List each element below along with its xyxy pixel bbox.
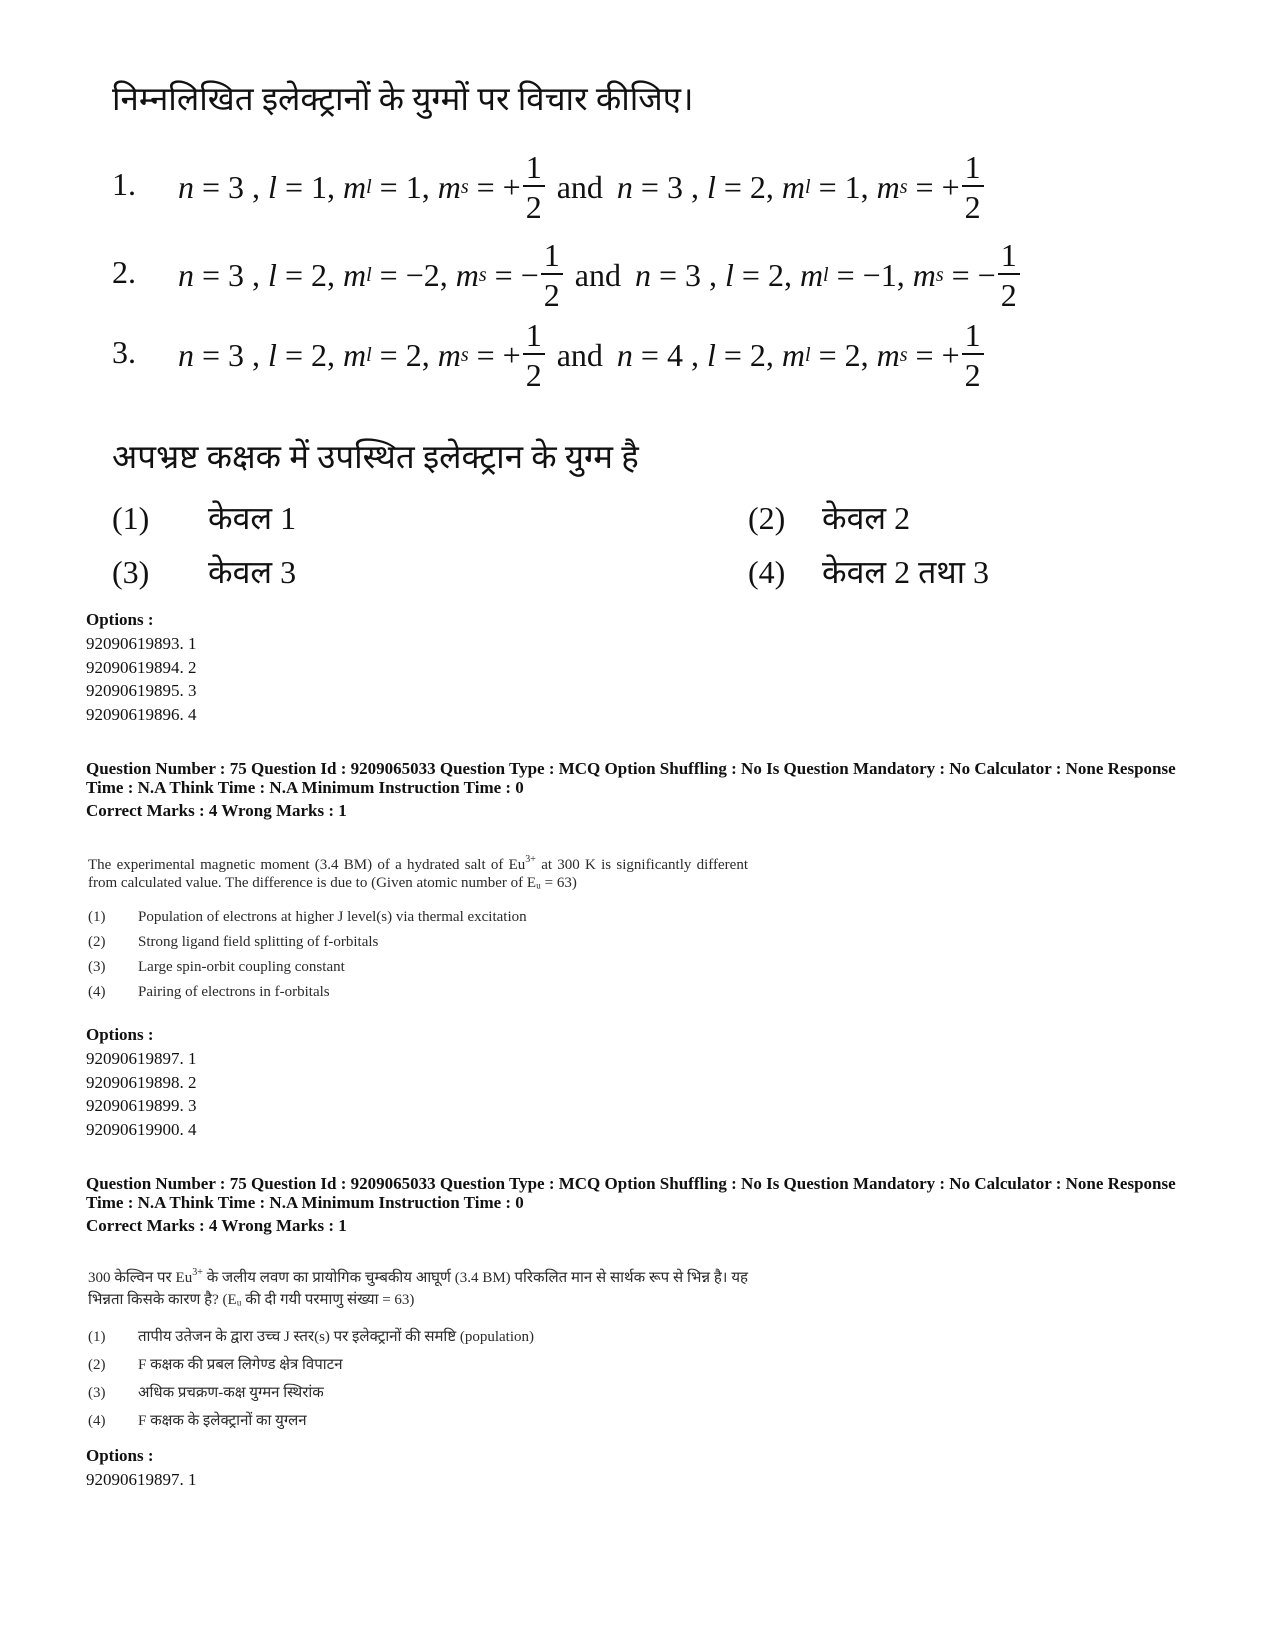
ml-value: 1 bbox=[405, 168, 422, 205]
pair-number: 1. bbox=[112, 166, 136, 202]
question-1-option-4: (4) केवल 2 तथा 3 bbox=[748, 554, 990, 590]
ms-sign: − bbox=[520, 256, 539, 293]
quantum-expression bbox=[178, 148, 986, 226]
question-1-option-1: (1) केवल 1 bbox=[112, 500, 297, 536]
quantum-expression bbox=[178, 236, 1022, 314]
option-id: 92090619897. 1 bbox=[86, 1470, 197, 1489]
fraction: $\frac{1}{2}$ bbox=[962, 151, 984, 223]
question-1-option-3: (3) केवल 3 bbox=[112, 554, 297, 590]
question-1-option-2: (2) केवल 2 bbox=[748, 500, 911, 536]
and-word: and bbox=[574, 256, 621, 293]
fraction: $\frac{1}{2}$ bbox=[523, 151, 545, 223]
l-value: 2 bbox=[767, 256, 784, 293]
options-label-3: Options : bbox=[86, 1446, 154, 1465]
ml-value: 1 bbox=[844, 168, 861, 205]
options-label-1: Options : bbox=[86, 610, 154, 629]
question-3-option: (2) F कक्षक की प्रबल लिगेण्ड क्षेत्र विपाटन bbox=[88, 1357, 343, 1373]
option-id: 92090619900. 4 bbox=[86, 1119, 197, 1139]
ms-sign: + bbox=[941, 168, 960, 205]
pair-number: 3. bbox=[112, 334, 136, 370]
question-3 bbox=[88, 1262, 748, 1435]
marks-2: Correct Marks : 4 Wrong Marks : 1 bbox=[86, 1216, 347, 1235]
marks-1: Correct Marks : 4 Wrong Marks : 1 bbox=[86, 801, 347, 820]
n-value: 3 bbox=[228, 336, 245, 373]
options-list-1 bbox=[86, 632, 197, 726]
quantum-expression bbox=[178, 316, 986, 394]
option-id: 92090619895. 3 bbox=[86, 681, 197, 700]
ms-sign: + bbox=[941, 336, 960, 373]
quantum-set: n = 3 , l = 2 , m l = 1 , m s = + $\frac{1}{2}$ bbox=[617, 151, 986, 223]
l-value: 2 bbox=[310, 336, 327, 373]
question-2-option: (3) Large spin-orbit coupling constant bbox=[88, 959, 345, 975]
quantum-set: n = 3 , l = 2 , m l = −2 , m s = − $\frac{1}{2}$ bbox=[178, 239, 565, 311]
options-list-2 bbox=[86, 1047, 197, 1141]
option-id: 92090619893. 1 bbox=[86, 634, 197, 653]
option-id: 92090619898. 2 bbox=[86, 1072, 197, 1092]
ms-sign: + bbox=[502, 336, 521, 373]
question-2 bbox=[88, 851, 748, 1005]
l-value: 2 bbox=[749, 336, 766, 373]
fraction: $\frac{1}{2}$ bbox=[541, 239, 563, 311]
quantum-set: n = 3 , l = 1 , m l = 1 , m s = + $\frac{1}{2}$ bbox=[178, 151, 547, 223]
question-3-option: (1) तापीय उतेजन के द्वारा उच्च J स्तर(s) पर इलेक्ट्रानों की समष्टि (population) bbox=[88, 1329, 534, 1345]
quantum-set: n = 4 , l = 2 , m l = 2 , m s = + $\frac{1}{2}$ bbox=[617, 319, 986, 391]
question-2-option: (2) Strong ligand field splitting of f-orbitals bbox=[88, 934, 379, 950]
fraction: $\frac{1}{2}$ bbox=[998, 239, 1020, 311]
quantum-pair-2 bbox=[112, 236, 1172, 314]
ms-sign: − bbox=[977, 256, 996, 293]
quantum-set: n = 3 , l = 2 , m l = −1 , m s = − $\frac{1}{2}$ bbox=[635, 239, 1022, 311]
and-word: and bbox=[556, 168, 603, 205]
ml-value: −1 bbox=[862, 256, 897, 293]
and-word: and bbox=[556, 336, 603, 373]
ml-value: 2 bbox=[844, 336, 861, 373]
n-value: 3 bbox=[228, 256, 245, 293]
question-meta-1: Question Number : 75 Question Id : 9209065033 Question Type : MCQ Option Shuffling : No Is Question Mandatory : No Calculator : None Response Time : N.A Think Time : N.A Minimum Instruction Time : 0 bbox=[86, 759, 1176, 797]
question-2-option: (1) Population of electrons at higher J level(s) via thermal excitation bbox=[88, 909, 527, 925]
question-2-option: (4) Pairing of electrons in f-orbitals bbox=[88, 984, 330, 1000]
n-value: 3 bbox=[666, 168, 683, 205]
question-3-stem: 300 केल्विन पर $Eu^{3+}$ के जलीय लवण का प्रायोगिक चुम्बकीय आघूर्ण (3.4 BM) परिकलित मान से सार्थक रूप से भिन्न है। यह भिन्नता किसके कारण है? (Eᵤ की दी गयी परमाणु संख्या = 63) bbox=[88, 1267, 748, 1308]
ms-sign: + bbox=[502, 168, 521, 205]
quantum-pair-3 bbox=[112, 316, 1172, 394]
question-1-stem: अपभ्रष्ट कक्षक में उपस्थित इलेक्ट्रान के युग्म है bbox=[112, 440, 639, 476]
fraction: $\frac{1}{2}$ bbox=[523, 319, 545, 391]
n-value: 4 bbox=[666, 336, 683, 373]
fraction: $\frac{1}{2}$ bbox=[962, 319, 984, 391]
l-value: 1 bbox=[310, 168, 327, 205]
question-2-stem: The experimental magnetic moment (3.4 BM) of a hydrated salt of $Eu^{3+}$ at 300 K is significantly different from calculated value. The difference is due to (Given atomic number of Eᵤ = 63) bbox=[88, 854, 748, 891]
l-value: 2 bbox=[749, 168, 766, 205]
pair-number: 2. bbox=[112, 254, 136, 290]
options-list-3 bbox=[86, 1468, 197, 1492]
option-id: 92090619894. 2 bbox=[86, 657, 197, 677]
options-label-2: Options : bbox=[86, 1025, 154, 1044]
option-id: 92090619899. 3 bbox=[86, 1096, 197, 1115]
option-id: 92090619896. 4 bbox=[86, 704, 197, 724]
l-value: 2 bbox=[310, 256, 327, 293]
ml-value: 2 bbox=[405, 336, 422, 373]
n-value: 3 bbox=[685, 256, 701, 293]
quantum-pair-1 bbox=[112, 148, 1172, 226]
question-1-intro: निम्नलिखित इलेक्ट्रानों के युग्मों पर विचार कीजिए। bbox=[112, 82, 694, 118]
question-3-option: (3) अधिक प्रचक्रण-कक्ष युग्मन स्थिरांक bbox=[88, 1385, 324, 1401]
ml-value: −2 bbox=[405, 256, 440, 293]
question-3-option: (4) F कक्षक के इलेक्ट्रानों का युग्लन bbox=[88, 1413, 307, 1429]
question-1 bbox=[112, 78, 1172, 590]
question-meta-2: Question Number : 75 Question Id : 9209065033 Question Type : MCQ Option Shuffling : No Is Question Mandatory : No Calculator : None Response Time : N.A Think Time : N.A Minimum Instruction Time : 0 bbox=[86, 1174, 1176, 1212]
option-id: 92090619897. 1 bbox=[86, 1049, 197, 1068]
n-value: 3 bbox=[228, 168, 245, 205]
quantum-set: n = 3 , l = 2 , m l = 2 , m s = + $\frac{1}{2}$ bbox=[178, 319, 547, 391]
